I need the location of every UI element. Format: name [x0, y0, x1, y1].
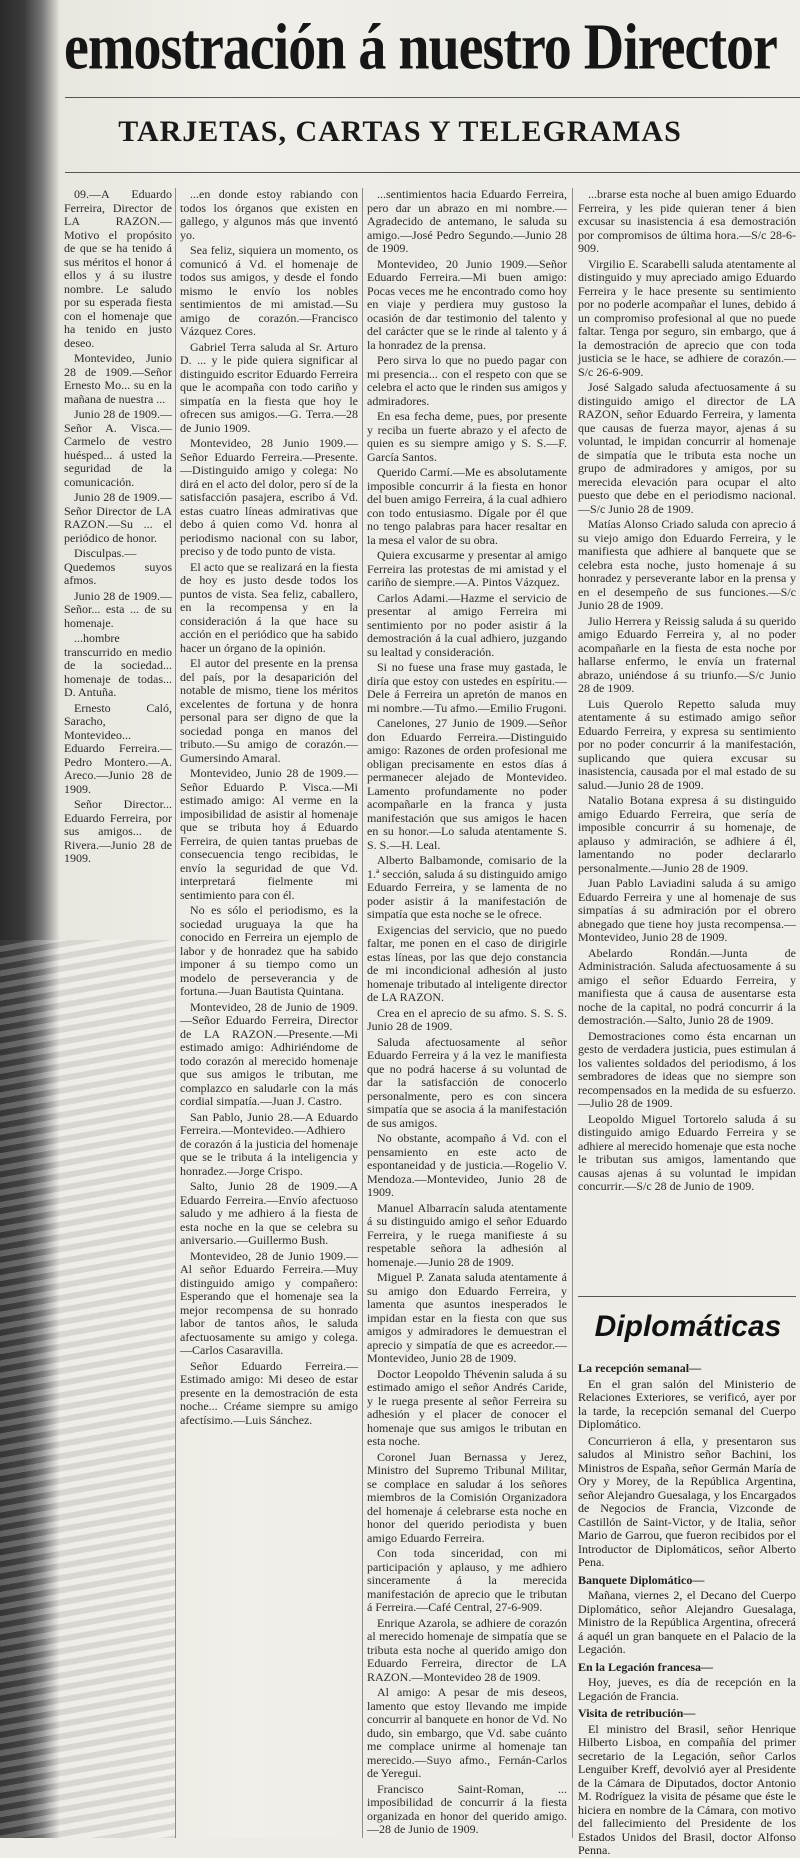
- section-heading: La recepción semanal—: [578, 1361, 702, 1375]
- article-paragraph: Saluda afectuosamente al señor Eduardo Ferreira y á la vez le manifiesta que no podrá hacerse á su voluntad de dar la satisfacción de conocerlo personalmente, pero es con sincera simpatía que se asocia á la manifestación de sus amigos.: [367, 1034, 567, 1130]
- article-paragraph: San Pablo, Junio 28.—A Eduardo Ferreira.—Montevideo.—Adhiero de corazón á la justicia del homenaje que se le tributa á la inteligencia y honradez.—Jorge Crispo.: [180, 1109, 358, 1178]
- subheading-rule: [65, 172, 800, 173]
- article-paragraph: Junio 28 de 1909.—Señor A. Visca.—Carmelo de vestro huésped... á usted la seguridad de la comunicación.: [64, 407, 172, 489]
- section-paragraph: Concurrieron á ella, y presentaron sus saludos al Ministro señor Bachini, los Ministros de España, señor Germán María de Ory y Morey, de la República Argentina, señor Alejandro Guesalaga, y los Encargados de Negocios de Francia, Vizconde de Castillón de Saint-Victor, y de Italia, señor Mario de Garrou, que fueron recibidos por el Introductor de Diplomáticos, señor Alberto Pena.: [578, 1433, 796, 1569]
- article-paragraph: Sea feliz, siquiera un momento, os comunicó á Vd. el homenaje de todos sus amigos, y desde el fondo mismo le envío los nobles sentimientos de mi amistad.—Su amigo de corazón.—Francisco Vázquez Cores.: [180, 243, 358, 338]
- article-paragraph: Luis Querolo Repetto saluda muy atentamente á su estimado amigo señor Eduardo Ferreira, y expresa su sentimiento por no poder concurrir á la manifestación, suplicando que quiera excusar su inasistencia, causada por el mal estado de su salud.—Junio 28 de 1909.: [578, 696, 796, 792]
- article-paragraph: Montevideo, 20 Junio 1909.—Señor Eduardo Ferreira.—Mi buen amigo: Pocas veces me he encontrado como hoy en viaje y perdiera muy gustoso la ocasión de dar testimonio del talento y del carácter que se le rinde al talento y á la honradez de la prensa.: [367, 256, 567, 352]
- article-paragraph: Doctor Leopoldo Thévenin saluda á su estimado amigo el señor Andrés Caride, y le ruega presente al señor Ferreira su adhesión y el placer de conocer el homenaje que sus amigos le tributan en esta noche.: [367, 1366, 567, 1448]
- article-paragraph: El acto que se realizará en la fiesta de hoy es justo desde todos los puntos de vista. Sea feliz, caballero, en la recompensa y en la consideración á la que hace su acción en el periódico que ha sabido hacer un órgano de la opinión.: [180, 559, 358, 655]
- article-paragraph: Coronel Juan Bernassa y Jerez, Ministro del Supremo Tribunal Militar, se complace en saludar á los señores miembros de la Comisión Organizadora del homenaje á celebrarse esta noche en honor del querido periodista y buen amigo Eduardo Ferreira.: [367, 1449, 567, 1545]
- article-paragraph: Junio 28 de 1909.—Señor Director de LA RAZON.—Su ... el periódico de honor.: [64, 490, 172, 545]
- article-paragraph: Montevideo, 28 Junio 1909.—Señor Eduardo Ferreira.—Presente.—Distinguido amigo y colega: No dirá en el acto del dolor, pero sí de la satisfacción pasajera, escribo á Vd. estas cuatro líneas admirativas que debo á quien como Vd. honra al periodismo nacional con su labor, preciso y de todo punto de vista.: [180, 436, 358, 558]
- headline: emostración á nuestro Director: [64, 10, 777, 84]
- headline-rule: [65, 97, 800, 98]
- article-paragraph: ...en donde estoy rabiando con todos los órganos que existen en gallego, y algunos más que inventó yo.: [180, 187, 358, 242]
- article-paragraph: Enrique Azarola, se adhiere de corazón al merecido homenaje de simpatía que se tributa esta noche al querido amigo don Eduardo Ferreira, director de LA RAZON.—Montevideo 28 de 1909.: [367, 1615, 567, 1684]
- article-paragraph: ...hombre transcurrido en medio de la sociedad... homenaje de todas... D. Antuña.: [64, 631, 172, 699]
- article-paragraph: No obstante, acompaño á Vd. con el pensamiento en este acto de espontaneidad y de justicia.—Rogelio V. Mendoza.—Montevideo, Junio 28 de 1909.: [367, 1131, 567, 1199]
- column-2: [180, 188, 358, 1838]
- article-paragraph: Con toda sinceridad, con mi participación y aplauso, y me adhiero sinceramente á la merecida manifestación de aprecio que le tributan á Ferreira.—Café Central, 27-6-909.: [367, 1546, 567, 1614]
- section-heading: En la Legación francesa—: [578, 1659, 713, 1674]
- page-shadow-edge: [0, 0, 60, 1838]
- article-paragraph: Junio 28 de 1909.—Señor... esta ... de su homenaje.: [64, 588, 172, 630]
- article-paragraph: Manuel Albarracín saluda atentamente á su distinguido amigo el señor Eduardo Ferreira, y le ruega manifieste á su respetable señora la adhesión al homenaje.—Junio 28 de 1909.: [367, 1200, 567, 1269]
- article-paragraph: Señor Eduardo Ferreira.—Estimado amigo: Mi deseo de estar presente en la demostración de esta noche... Créame siempre su amigo afectísimo.—Luis Sánchez.: [180, 1358, 358, 1427]
- article-paragraph: El autor del presente en la prensa del país, por la desaparición del notable de mismo, tiene los méritos excelentes de fortuna y de honra personal para ser digno de que la sociedad ponga en manos del tributo.—Su amigo de corazón.—Gumersindo Amaral.: [180, 656, 358, 765]
- section-rule: [578, 1296, 796, 1297]
- column-divider: [175, 188, 176, 1838]
- article-paragraph: En esa fecha deme, pues, por presente y reciba un fuerte abrazo y el afecto de quien es su siempre amigo y S. S.—F. García Santos.: [367, 409, 567, 464]
- article-paragraph: Demostraciones como ésta encarnan un gesto de verdadera justicia, pues estimulan á los valientes soldados del periodismo, á los sembradores de ideas que no siempre son recompensados en la medida de su esfuerzo.—Julio 28 de 1909.: [578, 1028, 796, 1110]
- article-paragraph: No es sólo el periodismo, es la sociedad uruguaya la que ha conocido en Ferreira un ejemplo de labor y de honradez que ha sabido imponer á su tiempo como un modelo de perseverancia y de fortuna.—Juan Bautista Quintana.: [180, 903, 358, 998]
- article-paragraph: Señor Director... Eduardo Ferreira, por sus amigos... de Rivera.—Junio 28 de 1909.: [64, 797, 172, 865]
- column-divider: [362, 188, 363, 1838]
- article-paragraph: Leopoldo Miguel Tortorelo saluda á su distinguido amigo Eduardo Ferreira y se adhiere al merecido homenaje que esta noche le tributan sus amigos, lamentando que causas ajenas á su voluntad le impidan concurrir.—S/c 28 de Junio de 1909.: [578, 1111, 796, 1193]
- article-paragraph: Canelones, 27 Junio de 1909.—Señor don Eduardo Ferreira.—Distinguido amigo: Razones de orden profesional me obligan precisamente en estos días á permanecer alejado de Montevideo. Lamento profundamente no poder acompañarle en la franca y justa manifestación que sus amigos le hacen en su honor.—Lo saluda atentamente S. S. S.—H. Leal.: [367, 716, 567, 852]
- article-paragraph: Montevideo, Junio 28 de 1909.—Señor Ernesto Mo... su en la mañana de nuestra ...: [64, 351, 172, 406]
- article-paragraph: Quiera excusarme y presentar al amigo Ferreira las protestas de mi amistad y el cariño de siempre.—A. Pintos Vázquez.: [367, 548, 567, 589]
- article-paragraph: Gabriel Terra saluda al Sr. Arturo D. ... y le pide quiera significar al distinguido escritor Eduardo Ferreira que le acompaña con todo cariño y simpatía en la fiesta que hoy le ofrecen sus amigos.—G. Terra.—28 de Junio 1909.: [180, 339, 358, 435]
- article-paragraph: Montevideo, 28 de Junio 1909.—Al señor Eduardo Ferreira.—Muy distinguido amigo y compañero: Esperando que el homenaje sea la mejor recompensa de su honrado labor de tantos años, le saluda afectuosamente su amigo y colega.—Carlos Casaravilla.: [180, 1248, 358, 1357]
- article-paragraph: Natalio Botana expresa á su distinguido amigo Eduardo Ferreira, que sería de imposible concurrir á su homenaje, de aplauso y admiración, se adhiere á él, lamentando no poder declararlo personalmente.—Junio 28 de 1909.: [578, 793, 796, 875]
- section-paragraph: En el gran salón del Ministerio de Relaciones Exteriores, se verificó, ayer por la tarde, la recepción semanal del Cuerpo Diplomático.: [578, 1376, 796, 1431]
- article-paragraph: Exigencias del servicio, que no puedo faltar, me ponen en el caso de dirigirle estas líneas, por las que dejo constancia de mi incondicional adhesión al justo homenaje tributado al inteligente director de LA RAZON.: [367, 922, 567, 1004]
- section-paragraph: Mañana, viernes 2, el Decano del Cuerpo Diplomático, señor Alejandro Guesalaga, Ministro de la República Argentina, ofrecerá á aquél un gran banquete en el Palacio de la Legación.: [578, 1588, 796, 1656]
- article-paragraph: Montevideo, Junio 28 de 1909.—Señor Eduardo P. Visca.—Mi estimado amigo: Al verme en la imposibilidad de asistir al homenaje que se tributa hoy á Eduardo Ferreira, de quien tantas pruebas de consecuencia tengo recibidas, le envío la seguridad de que Vd. interpretará fielmente mi sentimiento para con él.: [180, 766, 358, 902]
- article-paragraph: Montevideo, 28 de Junio de 1909.—Señor Eduardo Ferreira, Director de LA RAZON.—Presente.—Mi estimado amigo: Adhiriéndome de todo corazón al merecido homenaje que sus amigos le tributan, me complazco en saludarle con la más cordial simpatía.—Juan J. Castro.: [180, 999, 358, 1108]
- diplomaticas-title: Diplomáticas: [594, 1310, 782, 1343]
- article-paragraph: 09.—A Eduardo Ferreira, Director de LA RAZON.—Motivo el propósito de que se ha tenido á sus méritos el honor á ellos y á su ilustre nombre. Le saludo por su esperada fiesta con el homenaje que ha tenido en justo deseo.: [64, 187, 172, 350]
- article-paragraph: Julio Herrera y Reissig saluda á su querido amigo Eduardo Ferreira y, al no poder acompañarle en la fiesta de esta noche por hallarse enfermo, le envía un fraternal abrazo, uniéndose á su triunfo.—S/c Junio 28 de 1909.: [578, 613, 796, 695]
- column-3: [367, 188, 567, 1838]
- article-paragraph: Crea en el aprecio de su afmo. S. S. S. Junio 28 de 1909.: [367, 1005, 567, 1033]
- article-paragraph: ...sentimientos hacia Eduardo Ferreira, pero dar un abrazo en mi nombre.—Agradecido de antemano, le saluda su amigo.—José Pedro Segundo.—Junio 28 de 1909.: [367, 187, 567, 255]
- article-paragraph: Virgilio E. Scarabelli saluda atentamente al distinguido y muy apreciado amigo Eduardo Ferreira y le hace presente su sentimiento por no poderle acompañar el lunes, debido á un compromiso profesional al que no puede faltar. Tenga por seguro, sin embargo, que á la demostración de aprecio que con toda justicia se le hace, se adhiere de corazón.—S/c 26-6-909.: [578, 256, 796, 379]
- article-paragraph: Al amigo: A pesar de mis deseos, lamento que estoy llevando me impide concurrir al banquete en honor de Vd. No dudo, sin embargo, que Vd. sabe cuánto me complace unirme al homenaje tan merecido.—Suyo afmo., Fernán-Carlos de Yeregui.: [367, 1685, 567, 1780]
- article-paragraph: Disculpas.—Quedemos suyos afmos.: [64, 546, 172, 587]
- article-paragraph: José Salgado saluda afectuosamente á su distinguido amigo el director de LA RAZON, señor Eduardo Ferreira, y lamenta que causas de fuerza mayor, ajenas á su voluntad, le impidan concurrir al homenaje de simpatía que le tributa esta noche un grupo de admiradores y amigos, por su merecida elevación para ocupar el alto puesto que debe en el periodismo nacional.—S/c Junio 28 de 1909.: [578, 380, 796, 516]
- article-paragraph: Juan Pablo Laviadini saluda á su amigo Eduardo Ferreira y une al homenaje de sus simpatías á su admiración por el obrero abnegado que tiene hoy justa recompensa.—Montevideo, Junio 28 de 1909.: [578, 876, 796, 944]
- article-paragraph: Alberto Balbamonde, comisario de la 1.ª sección, saluda á su distinguido amigo Eduardo Ferreira, y se lamenta de no poder asistir á la manifestación de simpatía que esta noche se le ofrece.: [367, 853, 567, 921]
- article-paragraph: Ernesto Caló, Saracho, Montevideo... Eduardo Ferreira.—Pedro Montero.—A. Areco.—Junio 28 de 1909.: [64, 700, 172, 796]
- column-4: [578, 188, 796, 1288]
- article-paragraph: Abelardo Rondán.—Junta de Administración. Saluda afectuosamente á su amigo el señor Eduardo Ferreira, y manifiesta que á causa de ausentarse esta noche de la capital, no podrá concurrir á la demostración.—Salto, Junio 28 de 1909.: [578, 945, 796, 1027]
- section-paragraph: El ministro del Brasil, señor Henrique Hilberto Lisboa, en compañía del primer secretario de la Legación, señor Carlos Lenguiber Kreff, devolvió ayer al Presidente de la Cámara de Diputados, doctor Antonio M. Rodríguez la visita de pésame que éste le hiciera en nombre de la Cámara, con motivo del fallecimiento del Presidente de los Estados Unidos del Brasil, doctor Alfonso Penna.: [578, 1721, 796, 1857]
- article-paragraph: Francisco Saint-Roman, ... imposibilidad de concurrir á la fiesta organizada en honor del querido amigo.—28 de Junio de 1909.: [367, 1781, 567, 1836]
- article-paragraph: Salto, Junio 28 de 1909.—A Eduardo Ferreira.—Envío afectuoso saludo y me adhiero á la fiesta de esta noche en la que se celebra su aniversario.—Guillermo Bush.: [180, 1179, 358, 1247]
- section-heading: Visita de retribución—: [578, 1706, 696, 1720]
- article-paragraph: Miguel P. Zanata saluda atentamente á su amigo don Eduardo Ferreira, y lamenta que asuntos inesperados le impidan estar en la fiesta con que sus amigos y admiradores le demuestran el aprecio y simpatía de que es acreedor.—Montevideo, Junio 28 de 1909.: [367, 1270, 567, 1365]
- article-paragraph: Matías Alonso Criado saluda con aprecio á su viejo amigo don Eduardo Ferreira, y le manifiesta que adhiere al banquete que se celebra esta noche, justo homenaje á su honradez y perseverante labor en la prensa y en el desempeño de sus funciones.—S/c Junio 28 de 1909.: [578, 517, 796, 612]
- section-heading: Banquete Diplomático—: [578, 1572, 705, 1587]
- diplomaticas-body: [578, 1358, 796, 1857]
- article-paragraph: Pero sirva lo que no puedo pagar con mi presencia... con el respeto con que se celebra el acto que le rinden sus amigos y admiradores.: [367, 353, 567, 408]
- article-paragraph: Querido Carmí.—Me es absolutamente imposible concurrir á la fiesta en honor del buen amigo Ferreira, á la cual adhiero con todo entusiasmo. Dígale por él que no tengo palabras para hacer resaltar en la mesa el valor de su obra.: [367, 465, 567, 547]
- section-paragraph: Hoy, jueves, es día de recepción en la Legación de Francia.: [578, 1675, 796, 1703]
- subheading: TARJETAS, CARTAS Y TELEGRAMAS: [118, 115, 682, 148]
- column-1: [64, 188, 172, 1838]
- article-paragraph: ...brarse esta noche al buen amigo Eduardo Ferreira, y les pide quieran tener á bien excusar su inasistencia á esa demostración por compromisos de última hora.—S/c 28-6-909.: [578, 187, 796, 255]
- article-paragraph: Carlos Adami.—Hazme el servicio de presentar al amigo Ferreira mi sentimiento por no poder asistir á la demostración á la cual adhiero, juzgando su lealtad y consideración.: [367, 590, 567, 659]
- article-paragraph: Si no fuese una frase muy gastada, le diría que estoy con ustedes en espíritu.—Dele á Ferreira un apretón de manos en mi nombre.—Tu afmo.—Emilio Frugoni.: [367, 660, 567, 715]
- column-divider: [572, 188, 573, 1838]
